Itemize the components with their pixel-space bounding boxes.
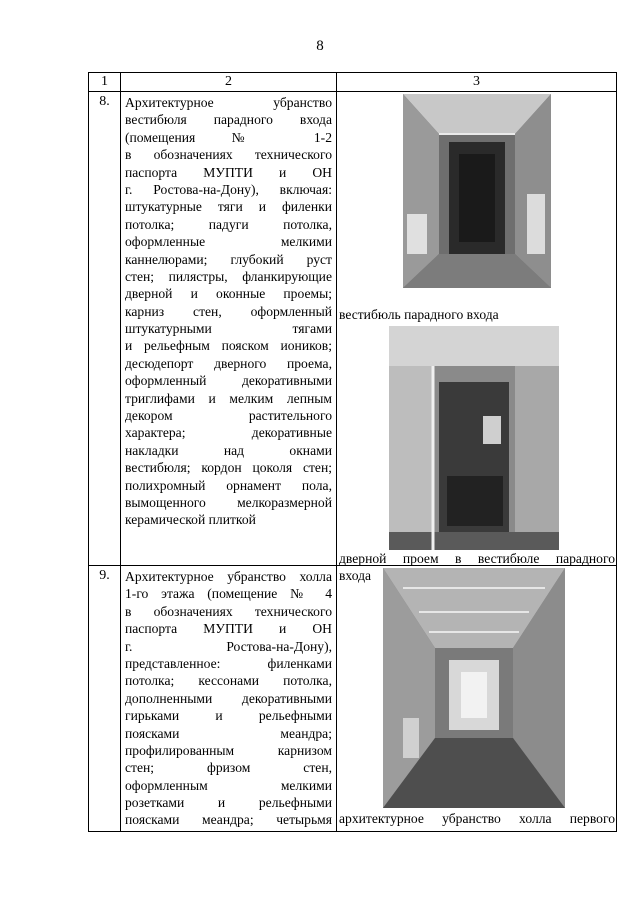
vestibule-photo (403, 94, 551, 288)
caption-hall (339, 810, 615, 827)
data-table (88, 72, 617, 832)
desc-line: триглифами и мелким лепным (125, 390, 332, 406)
desc-line: оформленный декоративными (125, 373, 332, 389)
hall-photo (383, 568, 565, 808)
desc-line: Архитектурное убранство (125, 95, 332, 110)
desc-line: г. Ростова-на-Дону), (125, 638, 332, 654)
desc-line: накладки над окнами (125, 442, 332, 458)
desc-line: оформленные мелкими (125, 234, 332, 250)
caption-line: дверной проем в вестибюле парадного (339, 551, 615, 566)
desc-line: дверной и оконные проемы; (125, 286, 332, 302)
table-row (89, 566, 617, 832)
desc-line: оформленным мелкими (125, 777, 332, 793)
desc-line: вестибюля; кордон цоколя стен; (125, 460, 332, 476)
desc-line: паспорта МУПТИ и ОН (125, 164, 332, 180)
desc-line: г. Ростова-на-Дону), включая: (125, 181, 332, 197)
caption-vestibule (339, 306, 615, 323)
desc-line: стен; пилястры, фланкирующие (125, 268, 332, 284)
caption-line: вестибюль парадного входа (339, 307, 499, 322)
caption-line: входа (339, 568, 372, 584)
desc-line: в обозначениях технического (125, 147, 332, 163)
table-header-row (89, 73, 617, 92)
row-number: 8. (89, 92, 121, 566)
desc-line: десюдепорт дверного проема, (125, 355, 332, 371)
desc-line: розетками и рельефными (125, 795, 332, 811)
desc-line: карниз стен, оформленный (125, 303, 332, 319)
row-description (121, 92, 337, 566)
desc-line: дополненными декоративными (125, 690, 332, 706)
desc-line: в обозначениях технического (125, 603, 332, 619)
desc-line: полихромный орнамент пола, (125, 477, 332, 493)
desc-line: штукатурными тягами (125, 321, 332, 337)
page-number: 8 (316, 38, 324, 54)
row-description (121, 566, 337, 832)
photo-cell (337, 566, 617, 832)
desc-line: паспорта МУПТИ и ОН (125, 621, 332, 637)
desc-line: керамической плиткой (125, 512, 256, 528)
table-row (89, 92, 617, 566)
header-cell-3: 3 (337, 73, 617, 92)
photo-cell (337, 92, 617, 584)
desc-line: характера; декоративные (125, 425, 332, 441)
doorway-photo (389, 326, 559, 550)
desc-line: вымощенного мелкоразмерной (125, 494, 332, 510)
row-number: 9. (89, 566, 121, 832)
desc-line: вестибюля парадного входа (125, 112, 332, 128)
desc-line: и рельефным пояском иоников; (125, 338, 332, 354)
header-cell-1: 1 (89, 73, 121, 92)
desc-line: каннелюрами; глубокий руст (125, 251, 332, 267)
desc-line: (помещения № 1-2 (125, 129, 332, 145)
desc-line: 1-го этажа (помещение № 4 (125, 586, 332, 602)
desc-line: поясками меандра; (125, 725, 332, 741)
desc-line: декором растительного (125, 408, 332, 424)
desc-line: гирьками и рельефными (125, 708, 332, 724)
desc-line: штукатурные тяги и филенки (125, 199, 332, 215)
desc-line: представленное: филенками (125, 655, 332, 671)
desc-line: потолка; кессонами потолка, (125, 673, 332, 689)
desc-line: профилированным карнизом (125, 742, 332, 758)
desc-line: стен; фризом стен, (125, 760, 332, 776)
desc-line: потолка; падуги потолка, (125, 216, 332, 232)
desc-line: поясками меандра; четырьмя (125, 812, 332, 828)
desc-line: Архитектурное убранство холла (125, 569, 332, 584)
caption-line: архитектурное убранство холла первого (339, 811, 615, 826)
header-cell-2: 2 (121, 73, 337, 92)
